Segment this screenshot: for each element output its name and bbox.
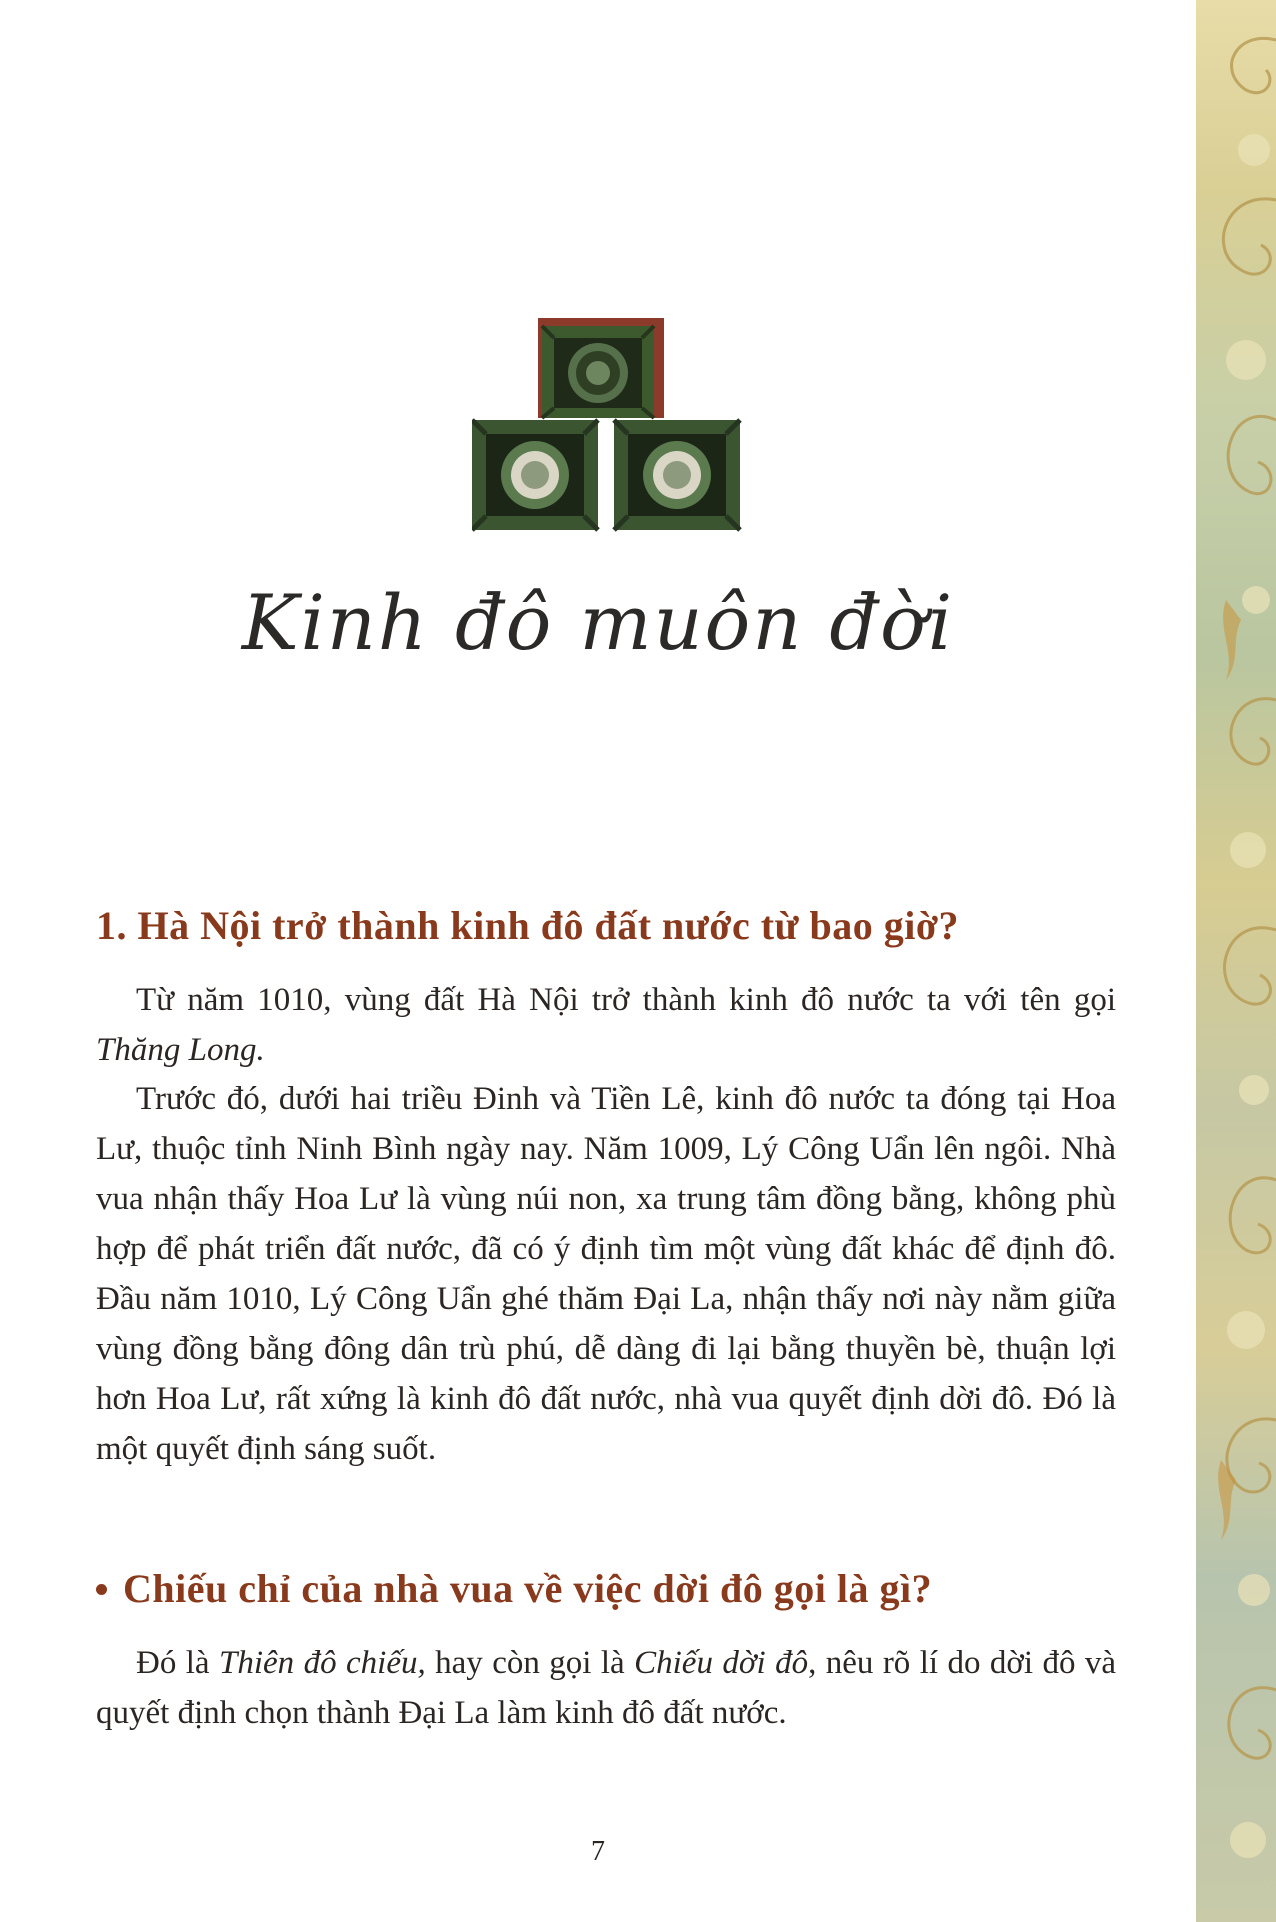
bullet-icon xyxy=(96,1584,107,1595)
tile-top xyxy=(538,318,664,418)
paragraph-1-italic: Thăng Long. xyxy=(96,1032,265,1068)
paragraph-3-italic-1: Thiên đô chiếu, xyxy=(219,1645,426,1681)
question-heading-2-text: Chiếu chỉ của nhà vua về việc dời đô gọi là gì? xyxy=(123,1566,933,1611)
paragraph-3-italic-2: Chiếu dời đô xyxy=(634,1645,809,1681)
chapter-title: Kinh đô muôn đời xyxy=(241,578,955,667)
paragraph-3-text-b: hay còn gọi là xyxy=(425,1645,635,1681)
question-heading-2 xyxy=(96,1565,1116,1612)
paragraph-3 xyxy=(96,1638,1116,1738)
paragraph-1-text: Từ năm 1010, vùng đất Hà Nội trở thành kinh đô nước ta với tên gọi xyxy=(136,982,1116,1018)
tile-bottom-left xyxy=(472,420,598,530)
tile-bottom-right xyxy=(614,420,740,530)
paragraph-3-text-c: , nêu rõ lí do dời đô và quyết định chọn thành Đại La làm kinh đô đất nước. xyxy=(96,1645,1117,1731)
decorative-side-border xyxy=(1196,0,1276,1922)
question-heading-1: 1. Hà Nội trở thành kinh đô đất nước từ bao giờ? xyxy=(96,903,960,948)
paragraph-1 xyxy=(96,975,1116,1075)
cloud-pattern-icon xyxy=(1196,0,1276,1922)
glazed-tiles-ornament xyxy=(472,318,742,532)
page-number: 7 xyxy=(591,1836,605,1867)
paragraph-2: Trước đó, dưới hai triều Đinh và Tiền Lê, kinh đô nước ta đóng tại Hoa Lư, thuộc tỉnh Ninh Bình ngày nay. Năm 1009, Lý Công Uẩn lên ngôi. Nhà vua nhận thấy Hoa Lư là vùng núi non, xa trung tâm đồng bằng, không phù hợp để phát triển đất nước, đã có ý định tìm một vùng đất khác để định đô. Đầu năm 1010, Lý Công Uẩn ghé thăm Đại La, nhận thấy nơi này nằm giữa vùng đồng bằng đông dân trù phú, dễ dàng đi lại bằng thuyền bè, thuận lợi hơn Hoa Lư, rất xứng là kinh đô đất nước, nhà vua quyết định dời đô. Đó là một quyết định sáng suốt. xyxy=(96,1081,1116,1467)
paragraph-3-text-a: Đó là xyxy=(136,1645,219,1681)
